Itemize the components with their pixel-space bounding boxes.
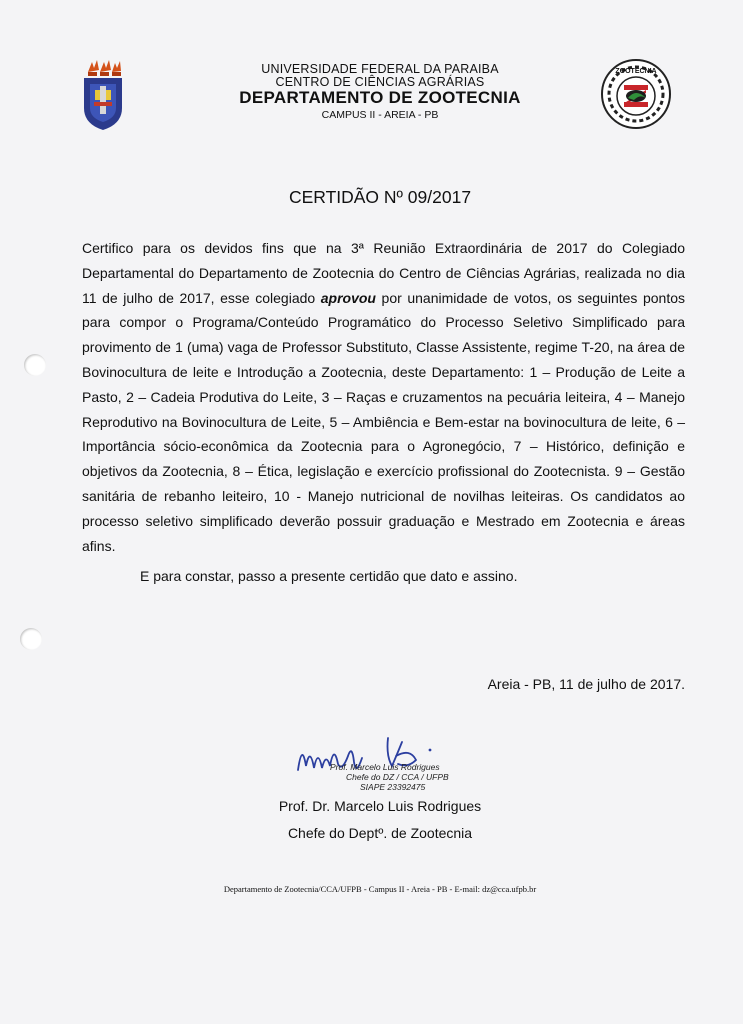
- certificate-body: [82, 236, 685, 558]
- body-emphasis: aprovou: [320, 289, 376, 306]
- university-crest-logo: [80, 58, 126, 134]
- official-stamp: [330, 762, 449, 792]
- stamp-siape: SIAPE 23392475: [360, 782, 426, 792]
- closing-statement: E para constar, passo a presente certidão que dato e assino.: [140, 568, 518, 584]
- header-center: CENTRO DE CIÊNCIAS AGRÁRIAS: [275, 75, 485, 89]
- body-text-part1: Certifico para os devidos fins que na 3ª Reunião Extraordinária de 2017 do Colegiado Departamental do Departamento de Zootecnia do Centro de Ciências Agrárias, realizada no dia 11 de julho de 2017, esse colegiado: [82, 240, 685, 306]
- header-department: DEPARTAMENTO DE ZOOTECNIA: [239, 88, 521, 107]
- punch-hole-bottom: [20, 628, 42, 650]
- footer-contact: Departamento de Zootecnia/CCA/UFPB - Campus II - Areia - PB - E-mail: dz@cca.ufpb.br: [223, 884, 537, 894]
- signer-name: Prof. Dr. Marcelo Luis Rodrigues: [278, 798, 482, 814]
- document-title: CERTIDÃO Nº 09/2017: [288, 187, 472, 207]
- body-text-part2: por unanimidade de votos, os seguintes pontos para compor o Programa/Conteúdo Programático do Processo Seletivo Simplificado para provimento de 1 (uma) vaga de Professor Substituto, Classe Assistente, regime T-20, na área de Bovinocultura de leite e Introdução a Zootecnia, deste Departamento: 1 – Produção de Leite a Pasto, 2 – Cadeia Produtiva do Leite, 3 – Raças e cruzamentos na pecuária leiteira, 4 – Manejo Reprodutivo na Bovinocultura de Leite, 5 – Ambiência e Bem-estar na bovinocultura de leite, 6 – Importância sócio-econômica da Zootecnia para o Agronegócio, 7 – Histórico, definição e objetivos da Zootecnia, 8 – Ética, legislação e exercício profissional do Zootecnista. 9 – Gestão sanitária de rebanho leiteiro, 10 - Manejo nutricional de novilhas leiteiras. Os candidatos ao processo seletivo simplificado deverão possuir graduação e Mestrado em Zootecnia e áreas afins.: [82, 289, 686, 554]
- header-campus: CAMPUS II - AREIA - PB: [321, 109, 439, 121]
- place-and-date: Areia - PB, 11 de julho de 2017.: [487, 676, 685, 692]
- seal-text: ZOOTECNIA: [615, 68, 657, 75]
- stamp-role: Chefe do DZ / CCA / UFPB: [346, 772, 449, 782]
- header-university: UNIVERSIDADE FEDERAL DA PARAIBA: [261, 62, 499, 76]
- signer-role: Chefe do Deptº. de Zootecnia: [287, 825, 473, 841]
- zootecnia-seal-logo: [600, 58, 672, 130]
- stamp-name: Prof. Marcelo Luis Rodrigues: [330, 762, 440, 772]
- punch-hole-top: [24, 354, 46, 376]
